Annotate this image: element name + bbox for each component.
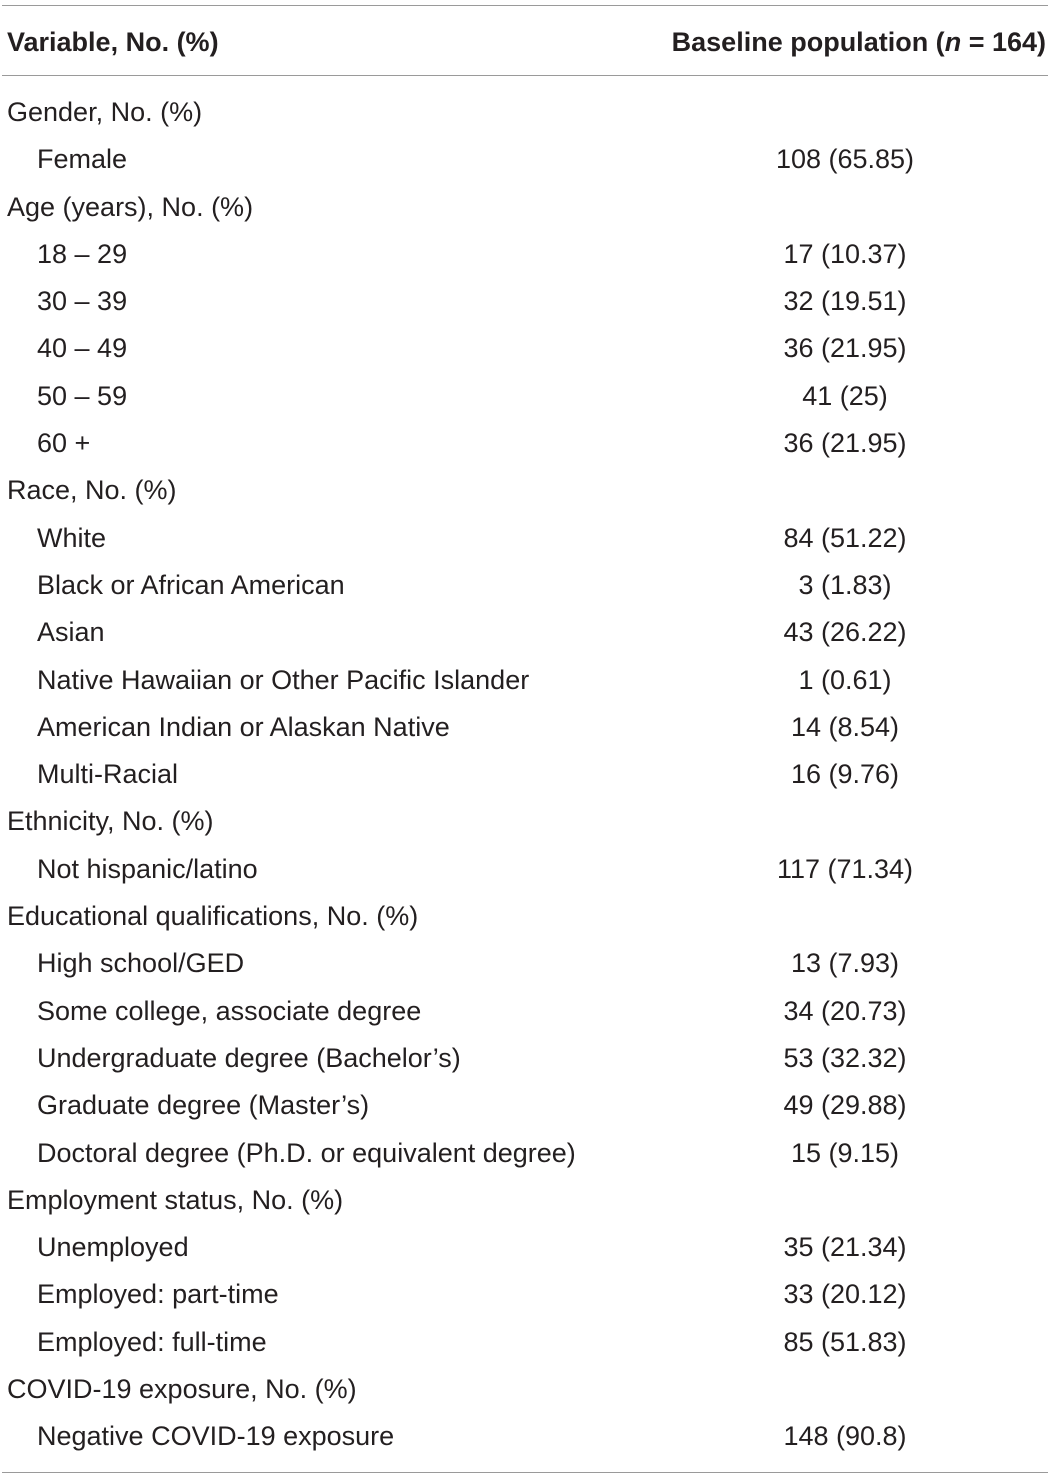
table-row xyxy=(0,278,1052,325)
table-row xyxy=(0,609,1052,656)
table-group-row xyxy=(0,467,1052,514)
row-label: Female xyxy=(37,144,128,175)
row-label: Not hispanic/latino xyxy=(37,853,258,884)
table-row xyxy=(0,704,1052,751)
row-label: Black or African American xyxy=(37,569,345,600)
table-row xyxy=(0,1224,1052,1271)
table-group-row xyxy=(0,1177,1052,1224)
row-value: 108 (65.85) xyxy=(775,144,915,175)
row-value: 53 (32.32) xyxy=(783,1042,907,1073)
group-label: Gender, No. (%) xyxy=(7,97,203,127)
row-label: 60 + xyxy=(37,428,91,459)
row-value: 35 (21.34) xyxy=(783,1232,907,1263)
row-label: Negative COVID-19 exposure xyxy=(37,1421,395,1452)
table-row xyxy=(0,420,1052,467)
table-row xyxy=(0,1319,1052,1366)
row-label: Unemployed xyxy=(37,1232,189,1263)
table-row xyxy=(0,846,1052,893)
header-baseline-suffix: = 164) xyxy=(961,27,1046,57)
row-value: 17 (10.37) xyxy=(783,238,907,269)
table-row xyxy=(0,1413,1052,1460)
row-label: 18 – 29 xyxy=(37,238,128,269)
row-label: American Indian or Alaskan Native xyxy=(37,711,450,742)
table-group-row xyxy=(0,1366,1052,1413)
row-value: 34 (20.73) xyxy=(783,995,907,1026)
table-row xyxy=(0,940,1052,987)
row-label: 40 – 49 xyxy=(37,333,128,364)
group-label: Age (years), No. (%) xyxy=(7,191,254,222)
row-value: 41 (25) xyxy=(802,380,888,411)
row-value: 117 (71.34) xyxy=(776,853,914,884)
table-row xyxy=(0,988,1052,1035)
row-label: 50 – 59 xyxy=(37,380,128,411)
table-row xyxy=(0,657,1052,704)
row-value: 36 (21.95) xyxy=(783,333,907,364)
group-label: Ethnicity, No. (%) xyxy=(7,806,214,837)
group-label: Employment status, No. (%) xyxy=(7,1184,344,1215)
table-group-row xyxy=(0,89,1052,136)
row-value: 16 (9.76) xyxy=(790,759,900,790)
table-row xyxy=(0,515,1052,562)
row-value: 36 (21.95) xyxy=(783,428,907,459)
row-label: White xyxy=(37,522,107,553)
header-variable: Variable, No. (%) xyxy=(7,27,219,57)
row-value: 85 (51.83) xyxy=(783,1326,907,1357)
row-label: Employed: part-time xyxy=(37,1279,279,1310)
row-value: 148 (90.8) xyxy=(783,1421,907,1452)
row-label: Employed: full-time xyxy=(37,1326,267,1357)
row-value: 14 (8.54) xyxy=(790,711,900,742)
table-row xyxy=(0,373,1052,420)
row-label: High school/GED xyxy=(37,948,245,979)
table-row xyxy=(0,231,1052,278)
table-row xyxy=(0,325,1052,372)
row-value: 49 (29.88) xyxy=(783,1090,907,1121)
group-label: COVID-19 exposure, No. (%) xyxy=(7,1374,357,1405)
row-label: Native Hawaiian or Other Pacific Islander xyxy=(37,664,530,695)
table-row xyxy=(0,562,1052,609)
row-value: 33 (20.12) xyxy=(783,1279,907,1310)
header-baseline-n: n xyxy=(944,27,962,57)
row-label: Graduate degree (Master’s) xyxy=(37,1090,370,1121)
table-group-row xyxy=(0,184,1052,231)
row-value: 1 (0.61) xyxy=(798,664,892,695)
table-body xyxy=(0,89,1052,1461)
row-label: Undergraduate degree (Bachelor’s) xyxy=(37,1042,461,1073)
table-group-row xyxy=(0,893,1052,940)
table-header-rule xyxy=(2,75,1048,76)
table-row xyxy=(0,136,1052,183)
table-row xyxy=(0,1035,1052,1082)
row-label: Some college, associate degree xyxy=(37,995,422,1026)
row-value: 15 (9.15) xyxy=(790,1137,900,1168)
row-value: 3 (1.83) xyxy=(798,569,892,600)
row-value: 13 (7.93) xyxy=(790,948,900,979)
group-label: Race, No. (%) xyxy=(7,475,177,506)
row-value: 84 (51.22) xyxy=(783,522,907,553)
table-row xyxy=(0,1130,1052,1177)
table-row xyxy=(0,1271,1052,1318)
header-baseline xyxy=(672,26,1046,58)
table-header xyxy=(0,5,1052,75)
row-label: Doctoral degree (Ph.D. or equivalent degree) xyxy=(37,1137,576,1168)
row-label: Multi-Racial xyxy=(37,759,179,790)
row-label: 30 – 39 xyxy=(37,286,128,317)
table-row xyxy=(0,751,1052,798)
group-label: Educational qualifications, No. (%) xyxy=(7,901,419,932)
row-value: 32 (19.51) xyxy=(783,286,907,317)
row-label: Asian xyxy=(37,617,105,648)
table-group-row xyxy=(0,798,1052,845)
row-value: 43 (26.22) xyxy=(783,617,907,648)
table-bottom-rule xyxy=(2,1472,1048,1473)
table-row xyxy=(0,1082,1052,1129)
header-baseline-prefix: Baseline population ( xyxy=(671,27,945,57)
